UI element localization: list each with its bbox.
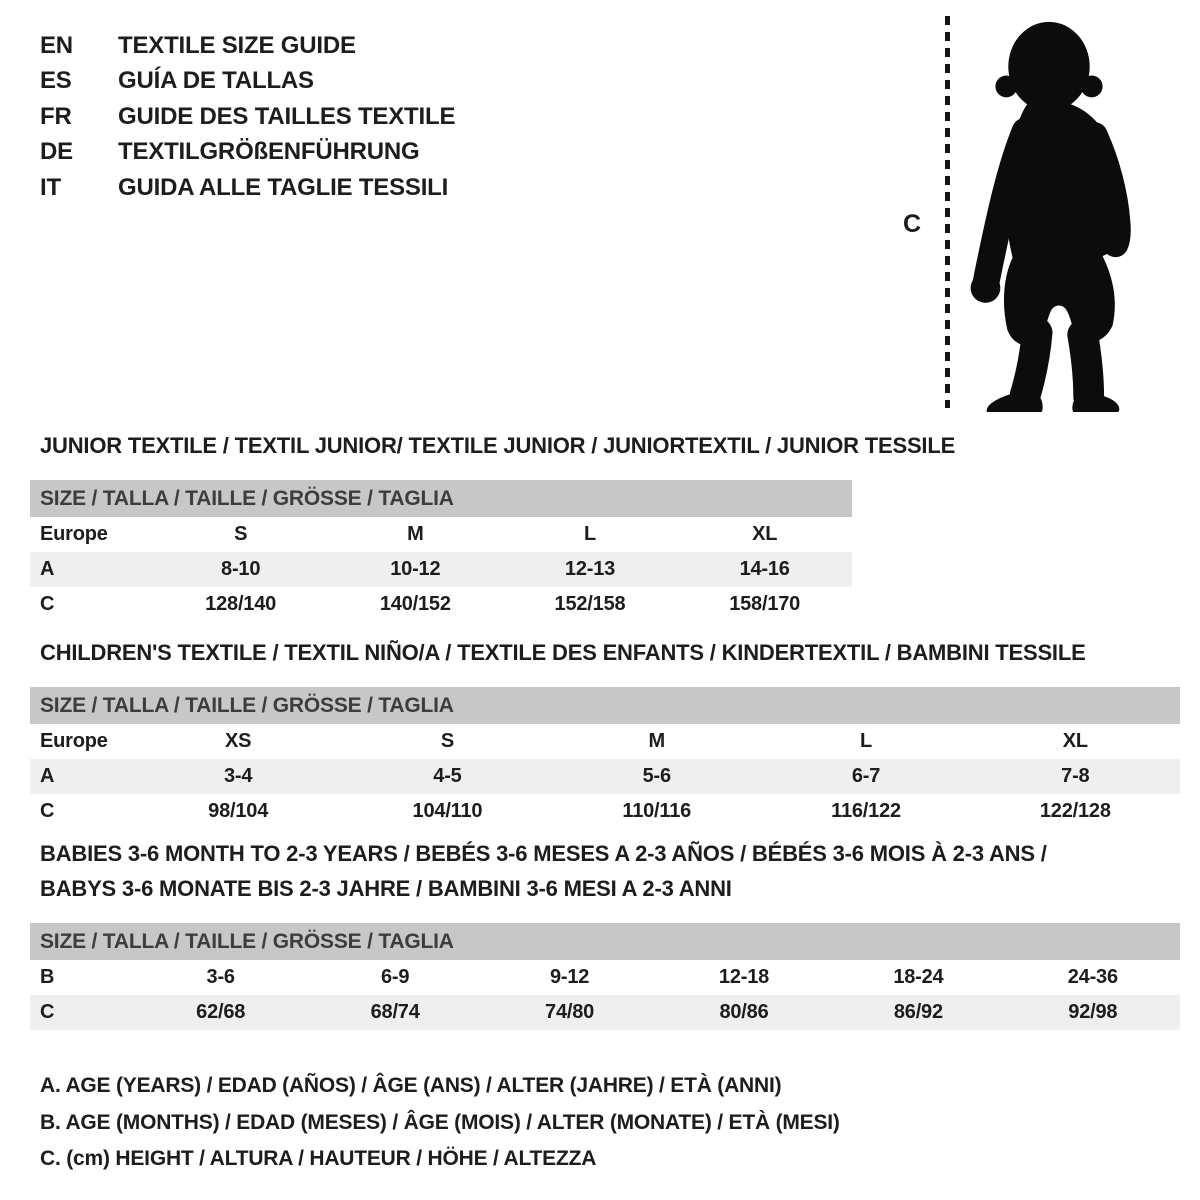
- table-header-bar: SIZE / TALLA / TAILLE / GRÖSSE / TAGLIA: [30, 687, 1180, 724]
- size-cell: 12-18: [718, 966, 770, 988]
- row-label: A: [40, 765, 55, 787]
- language-code: IT: [40, 173, 61, 201]
- row-label: Europe: [40, 523, 108, 545]
- table-row-europe: [30, 517, 852, 552]
- language-title: GUIDE DES TAILLES TEXTILE: [118, 102, 456, 130]
- size-cell: 6-9: [380, 966, 410, 988]
- size-cell: 10-12: [390, 558, 441, 580]
- table-row-age-months: [30, 960, 1180, 995]
- row-label: Europe: [40, 730, 108, 752]
- size-cell: 3-6: [206, 966, 235, 988]
- language-row-it: [40, 170, 455, 206]
- size-cell: XL: [752, 523, 778, 545]
- size-cell: 9-12: [549, 966, 590, 988]
- size-cell: 68/74: [370, 1001, 420, 1023]
- table-row-height: [30, 995, 1180, 1030]
- size-cell: XS: [225, 730, 252, 752]
- size-cell: 116/122: [831, 800, 901, 822]
- table-row-age: [30, 759, 1180, 794]
- size-cell: 110/116: [622, 800, 692, 822]
- table-header-bar: SIZE / TALLA / TAILLE / GRÖSSE / TAGLIA: [30, 923, 1180, 960]
- size-cell: L: [583, 523, 596, 545]
- section-heading-junior: JUNIOR TEXTILE / TEXTIL JUNIOR/ TEXTILE JUNIOR / JUNIORTEXTIL / JUNIOR TESSILE: [40, 433, 956, 458]
- size-cell: M: [407, 523, 424, 545]
- size-cell: 5-6: [642, 765, 671, 787]
- size-table-children: [30, 687, 1180, 829]
- footnote-age-years: A. AGE (YEARS) / EDAD (AÑOS) / ÂGE (ANS) / ALTER (JAHRE) / ETÀ (ANNI): [40, 1074, 782, 1098]
- table-row-height: [30, 587, 852, 622]
- size-table-junior: [30, 480, 852, 622]
- language-title: TEXTILGRÖßENFÜHRUNG: [118, 138, 420, 166]
- language-row-en: [40, 28, 455, 64]
- section-heading-babies-line2: BABYS 3-6 MONATE BIS 2-3 JAHRE / BAMBINI 3-6 MESI A 2-3 ANNI: [40, 876, 732, 901]
- row-label: C: [40, 800, 55, 822]
- size-cell: 4-5: [433, 765, 462, 787]
- size-cell: S: [440, 730, 455, 752]
- footnote-age-months: B. AGE (MONTHS) / EDAD (MESES) / ÂGE (MOIS) / ALTER (MONATE) / ETÀ (MESI): [40, 1110, 840, 1134]
- size-cell: 122/128: [1039, 800, 1111, 822]
- size-cell: 152/158: [554, 593, 626, 615]
- size-cell: 12-13: [564, 558, 616, 580]
- language-code: EN: [40, 31, 73, 59]
- language-row-fr: [40, 99, 455, 135]
- size-cell: 74/80: [545, 1001, 595, 1023]
- language-row-de: [40, 135, 455, 171]
- language-title: GUIDA ALLE TAGLIE TESSILI: [118, 173, 449, 201]
- row-label: A: [40, 558, 55, 580]
- size-cell: 128/140: [205, 593, 277, 615]
- size-cell: 104/110: [412, 800, 483, 822]
- section-heading-babies-line1: BABIES 3-6 MONTH TO 2-3 YEARS / BEBÉS 3-6 MESES A 2-3 AÑOS / BÉBÉS 3-6 MOIS À 2-3 ANS /: [40, 841, 1047, 866]
- table-row-height: [30, 794, 1180, 829]
- size-cell: 8-10: [221, 558, 261, 580]
- size-cell: 24-36: [1067, 966, 1118, 988]
- size-cell: L: [860, 730, 873, 752]
- toddler-silhouette-icon: [957, 10, 1142, 412]
- table-header-bar: SIZE / TALLA / TAILLE / GRÖSSE / TAGLIA: [30, 480, 852, 517]
- table-row-age: [30, 552, 852, 587]
- size-cell: 140/152: [379, 593, 451, 615]
- footnote-height: C. (cm) HEIGHT / ALTURA / HAUTEUR / HÖHE / ALTEZZA: [40, 1147, 597, 1171]
- size-cell: XL: [1062, 730, 1088, 752]
- language-row-es: [40, 64, 455, 100]
- height-measure-label: C: [903, 210, 921, 238]
- size-cell: 18-24: [893, 966, 944, 988]
- size-cell: 6-7: [851, 765, 881, 787]
- row-label: C: [40, 593, 55, 615]
- height-dashed-line: [945, 16, 950, 408]
- size-cell: S: [234, 523, 248, 545]
- size-cell: 158/170: [729, 593, 801, 615]
- language-title-block: [40, 28, 455, 206]
- table-row-europe: [30, 724, 1180, 759]
- size-cell: 80/86: [719, 1001, 769, 1023]
- size-cell: 7-8: [1061, 765, 1090, 787]
- height-figure: [893, 10, 1149, 412]
- section-heading-children: CHILDREN'S TEXTILE / TEXTIL NIÑO/A / TEXTILE DES ENFANTS / KINDERTEXTIL / BAMBINI TESSILE: [40, 640, 1086, 665]
- size-cell: 86/92: [893, 1001, 943, 1023]
- size-cell: 14-16: [739, 558, 790, 580]
- language-title: TEXTILE SIZE GUIDE: [118, 31, 356, 59]
- size-cell: M: [648, 730, 665, 752]
- language-code: FR: [40, 102, 72, 130]
- size-cell: 62/68: [196, 1001, 246, 1023]
- size-table-babies: [30, 923, 1180, 1030]
- language-code: DE: [40, 138, 73, 166]
- language-code: ES: [40, 67, 72, 95]
- legend-footnotes: [40, 1068, 840, 1178]
- language-title: GUÍA DE TALLAS: [118, 67, 314, 95]
- size-cell: 98/104: [208, 800, 269, 822]
- row-label: B: [40, 966, 55, 988]
- size-cell: 3-4: [223, 765, 253, 787]
- row-label: C: [40, 1001, 55, 1023]
- size-cell: 92/98: [1068, 1001, 1118, 1023]
